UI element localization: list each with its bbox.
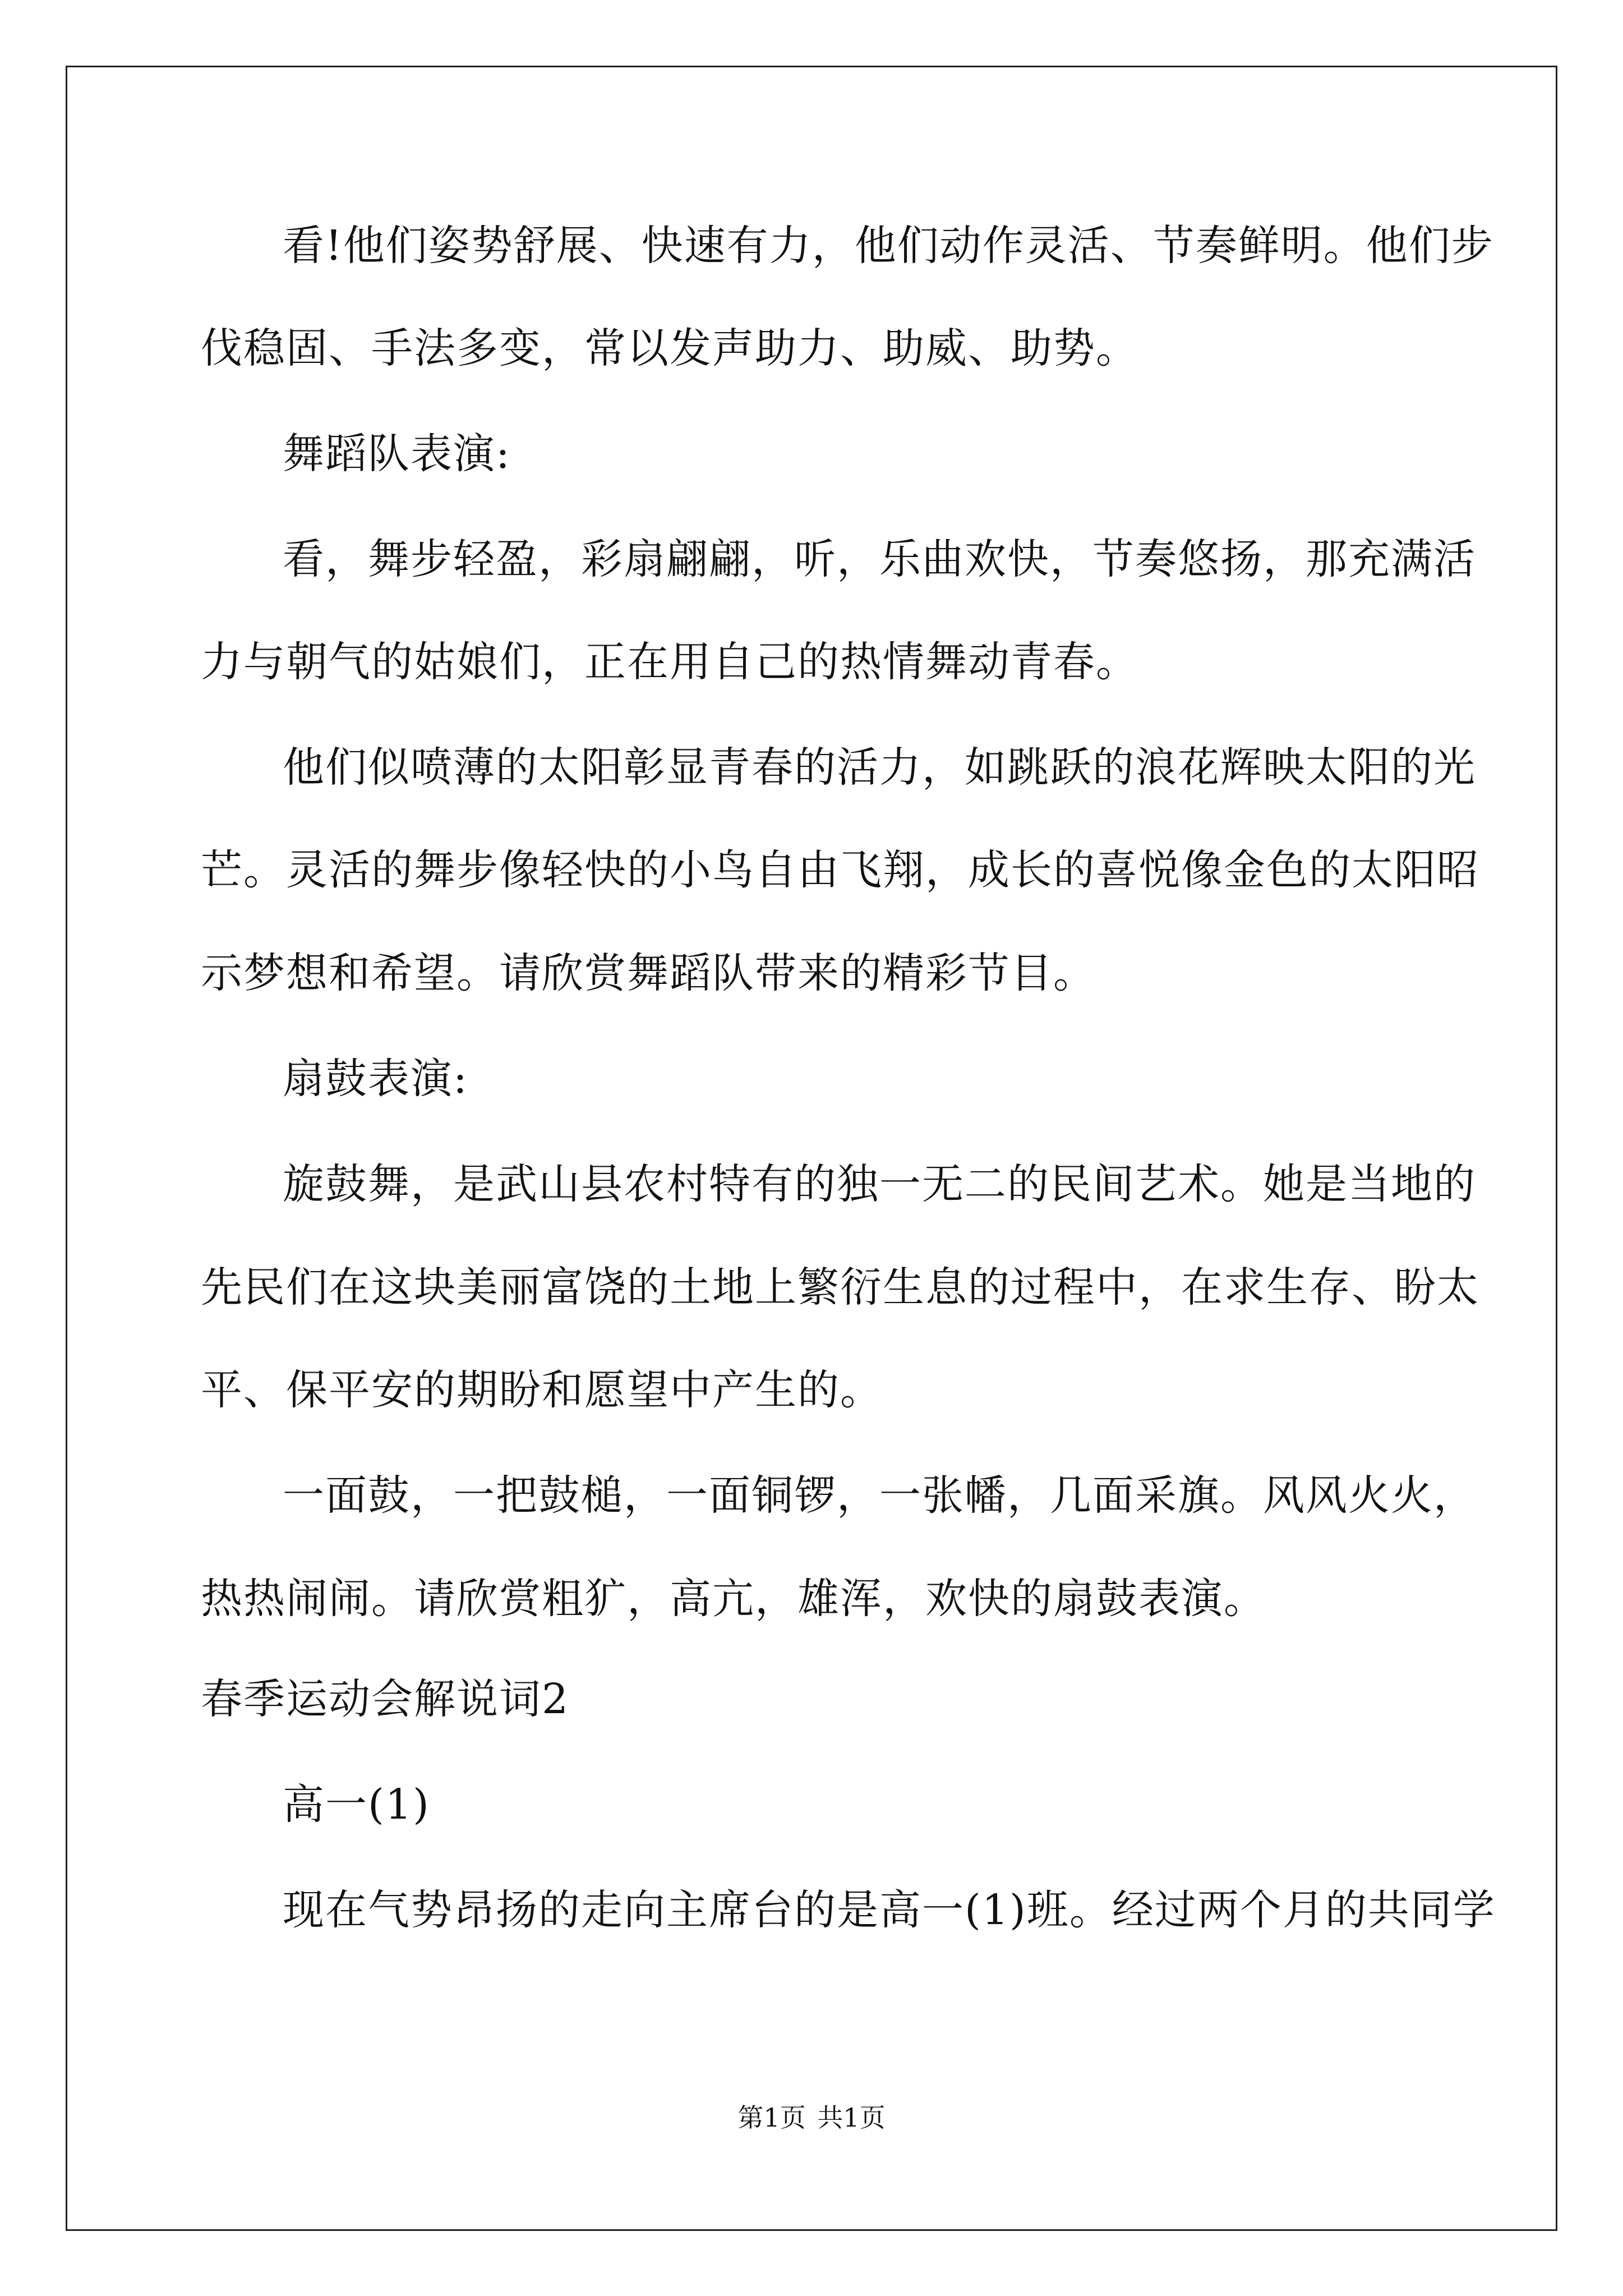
text-line: 伐稳固、手法多变，常以发声助力、助威、助势。 bbox=[201, 324, 1138, 372]
text-line: 现在气势昂扬的走向主席台的是高一(1)班。经过两个月的共同学 bbox=[283, 1886, 1496, 1934]
text-line: 力与朝气的姑娘们，正在用自己的热情舞动青春。 bbox=[201, 638, 1138, 686]
page-footer: 第1页 共1页 bbox=[737, 2102, 886, 2133]
text-line: 看!他们姿势舒展、快速有力，他们动作灵活、节奏鲜明。他们步 bbox=[283, 222, 1494, 270]
text-line: 他们似喷薄的太阳彰显青春的活力，如跳跃的浪花辉映太阳的光 bbox=[283, 743, 1476, 792]
text-line: 看，舞步轻盈，彩扇翩翩，听，乐曲欢快，节奏悠扬，那充满活 bbox=[283, 535, 1476, 583]
section-heading: 舞蹈队表演: bbox=[283, 430, 511, 478]
text-line: 平、保平安的期盼和愿望中产生的。 bbox=[201, 1366, 883, 1414]
text-line: 一面鼓，一把鼓槌，一面铜锣，一张幡，几面采旗。风风火火， bbox=[283, 1471, 1476, 1520]
text-line: 示梦想和希望。请欣赏舞蹈队带来的精彩节目。 bbox=[201, 949, 1096, 997]
class-heading: 高一(1) bbox=[283, 1780, 430, 1829]
text-line: 旋鼓舞，是武山县农村特有的独一无二的民间艺术。她是当地的 bbox=[283, 1160, 1476, 1208]
text-line: 热热闹闹。请欣赏粗犷，高亢，雄浑，欢快的扇鼓表演。 bbox=[201, 1575, 1266, 1623]
section-heading: 扇鼓表演: bbox=[283, 1055, 468, 1103]
document-title: 春季运动会解说词2 bbox=[201, 1675, 570, 1723]
text-line: 芒。灵活的舞步像轻快的小鸟自由飞翔，成长的喜悦像金色的太阳昭 bbox=[201, 846, 1479, 894]
text-line: 先民们在这块美丽富饶的土地上繁衍生息的过程中，在求生存、盼太 bbox=[201, 1263, 1479, 1312]
